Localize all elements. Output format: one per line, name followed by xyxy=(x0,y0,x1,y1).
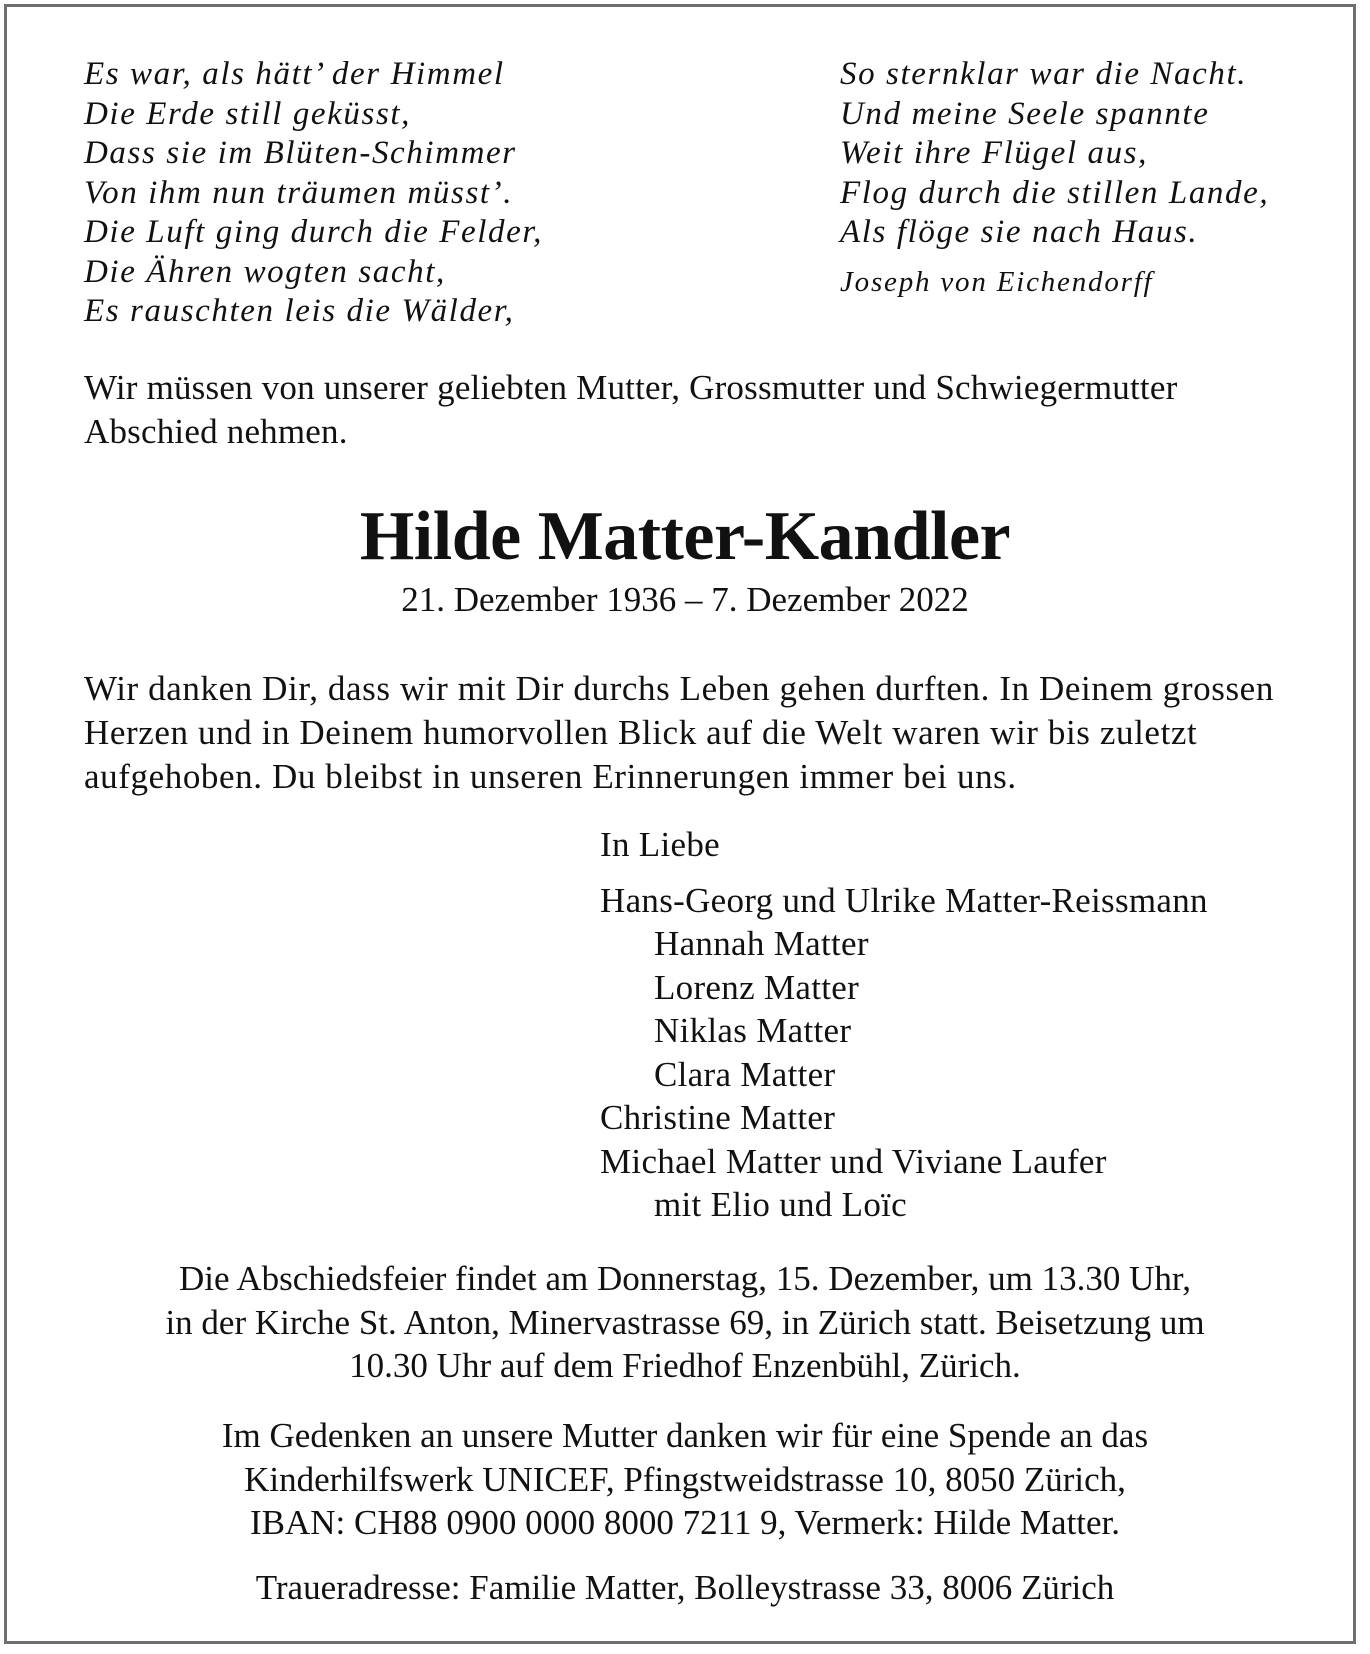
ceremony-info xyxy=(0,1257,1370,1388)
poem-line: Es rauschten leis die Wälder, xyxy=(84,293,515,329)
poem-left-column xyxy=(84,55,543,332)
mourner-name: Hans-Georg und Ulrike Matter-Reissmann xyxy=(600,880,1208,920)
donation-info xyxy=(0,1414,1370,1545)
poem-line: Flog durch die stillen Lande, xyxy=(840,174,1270,211)
poem-line: Als flöge sie nach Haus. xyxy=(840,214,1199,250)
poem-line: Von ihm nun träumen müsst’. xyxy=(84,174,514,211)
ceremony-line: Die Abschiedsfeier findet am Donnerstag, 15. Dezember, um 13.30 Uhr, xyxy=(179,1259,1191,1298)
poem-line: Dass sie im Blüten-Schimmer xyxy=(84,135,517,171)
grandchild-name: mit Elio und Loïc xyxy=(654,1185,907,1224)
poem-right-column xyxy=(840,55,1269,302)
mourner-name: Christine Matter xyxy=(600,1098,836,1137)
life-dates: 21. Dezember 1936 – 7. Dezember 2022 xyxy=(401,580,969,619)
grandchild-name: Lorenz Matter xyxy=(654,967,860,1007)
donation-line: Im Gedenken an unsere Mutter danken wir für eine Spende an das xyxy=(221,1416,1149,1455)
mourning-address: Traueradresse: Familie Matter, Bolleystrasse 33, 8006 Zürich xyxy=(255,1568,1115,1607)
ceremony-line: in der Kirche St. Anton, Minervastrasse 69, in Zürich statt. Beisetzung um xyxy=(165,1302,1205,1342)
grandchild-name: Hannah Matter xyxy=(654,924,869,963)
mourners-heading: In Liebe xyxy=(600,825,720,864)
donation-line: IBAN: CH88 0900 0000 8000 7211 9, Vermerk: Hilde Matter. xyxy=(249,1503,1121,1542)
mourner-name: Michael Matter und Viviane Laufer xyxy=(600,1141,1107,1181)
poem-line: Die Erde still geküsst, xyxy=(84,95,412,132)
deceased-name: Hilde Matter-Kandler xyxy=(359,498,1011,575)
thanks-text: Wir danken Dir, dass wir mit Dir durchs Leben gehen durften. In Deinem grossen Herzen und in Deinem humorvollen Blick auf die Welt waren wir bis zuletzt aufgehoben. Du bleibst in unseren Erinnerungen immer bei uns. xyxy=(84,669,1274,796)
grandchild-name: Niklas Matter xyxy=(654,1011,852,1050)
poem-author: Joseph von Eichendorff xyxy=(840,265,1154,298)
ceremony-line: 10.30 Uhr auf dem Friedhof Enzenbühl, Zürich. xyxy=(349,1346,1021,1385)
poem-line: Die Ähren wogten sacht, xyxy=(84,253,446,290)
poem-line: Die Luft ging durch die Felder, xyxy=(84,214,543,250)
poem-line: So sternklar war die Nacht. xyxy=(840,56,1248,92)
poem-line: Weit ihre Flügel aus, xyxy=(840,135,1148,171)
poem-line: Und meine Seele spannte xyxy=(840,95,1210,132)
grandchild-name: Clara Matter xyxy=(654,1054,836,1094)
mourners-list xyxy=(600,823,1208,1227)
intro-text: Wir müssen von unserer geliebten Mutter, Grossmutter und Schwiegermutter Abschied nehmen. xyxy=(84,368,1178,451)
donation-line: Kinderhilfswerk UNICEF, Pfingstweidstrasse 10, 8050 Zürich, xyxy=(244,1459,1126,1499)
poem-line: Es war, als hätt’ der Himmel xyxy=(84,56,505,92)
